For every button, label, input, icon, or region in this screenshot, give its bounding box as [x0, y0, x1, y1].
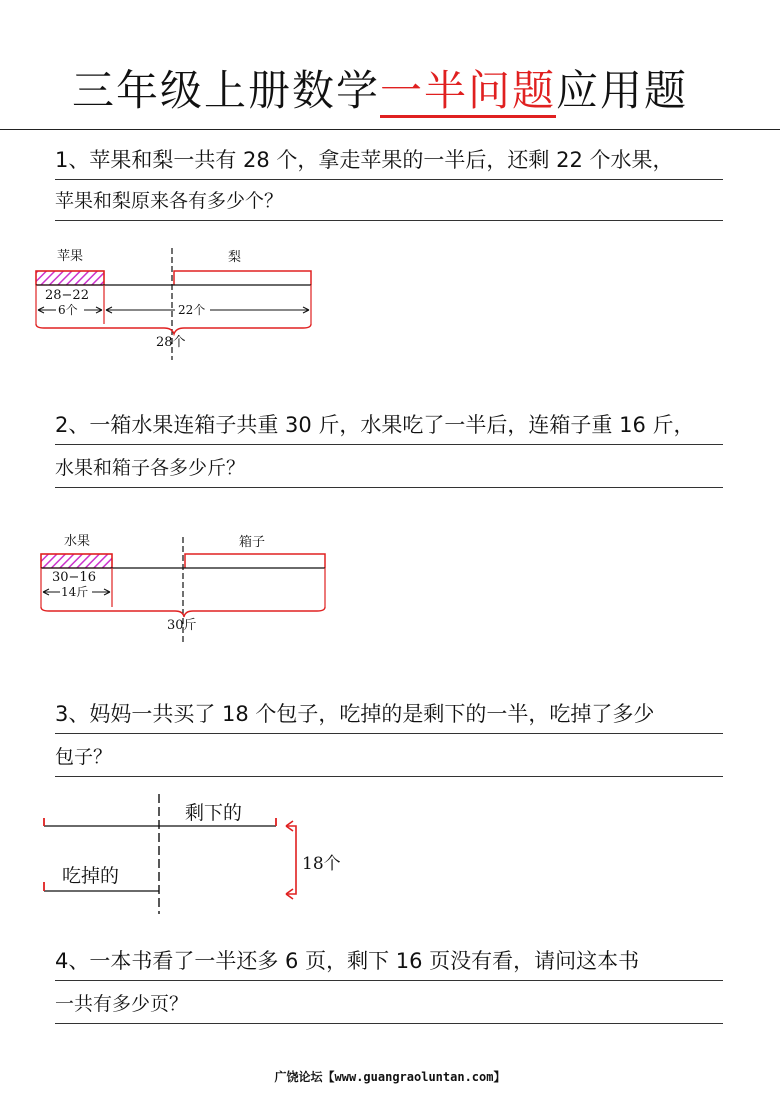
footer	[0, 1068, 780, 1085]
diagram-3	[0, 790, 360, 920]
diagram-2-total: 30斤	[167, 618, 197, 633]
diagram-2-box-label: 箱子	[239, 535, 266, 550]
question-3-line-2: 包子？	[55, 740, 723, 777]
footer-site: 广饶论坛	[274, 1070, 323, 1084]
diagram-1-pear-brace	[174, 271, 311, 285]
diagram-1-apple-label: 苹果	[57, 249, 84, 264]
diagram-2-box-brace	[185, 554, 325, 568]
page-title	[0, 58, 760, 118]
title-prefix: 三年级上册数学	[71, 66, 380, 115]
diagram-1-formula: 28−22	[45, 288, 89, 303]
title-divider	[0, 129, 780, 130]
diagram-3-total: 18个	[302, 854, 341, 874]
diagram-1-right-amount: 22个	[178, 303, 206, 317]
diagram-1-total: 28个	[156, 335, 186, 350]
question-4-line-2: 一共有多少页？	[55, 987, 723, 1024]
question-1-line-2: 苹果和梨原来各有多少个？	[55, 184, 723, 221]
diagram-1	[0, 240, 360, 365]
footer-url[interactable]: 【www.guangraoluntan.com】	[322, 1070, 506, 1084]
question-3-line-1: 3、妈妈一共买了 18 个包子，吃掉的是剩下的一半，吃掉了多少	[55, 697, 723, 734]
diagram-2-hatched-half	[41, 554, 112, 568]
diagram-2-fruit-label: 水果	[64, 534, 91, 549]
diagram-3-remaining-label: 剩下的	[185, 802, 243, 824]
question-4-line-1: 4、一本书看了一半还多 6 页，剩下 16 页没有看，请问这本书	[55, 944, 723, 981]
question-2-line-2: 水果和箱子各多少斤？	[55, 451, 723, 488]
diagram-1-hatched-half	[36, 271, 104, 285]
question-2-line-1: 2、一箱水果连箱子共重 30 斤，水果吃了一半后，连箱子重 16 斤，	[55, 408, 723, 445]
question-1-line-1: 1、苹果和梨一共有 28 个，拿走苹果的一半后，还剩 22 个水果，	[55, 143, 723, 180]
diagram-3-total-arrow-heads	[286, 821, 293, 899]
diagram-3-total-bracket	[286, 826, 296, 894]
title-highlight: 一半问题	[380, 66, 556, 118]
diagram-1-total-brace	[36, 324, 311, 334]
title-suffix: 应用题	[556, 66, 689, 115]
diagram-2-formula: 30−16	[52, 570, 96, 585]
diagram-2	[0, 525, 360, 650]
diagram-3-eaten-label: 吃掉的	[62, 865, 120, 887]
diagram-1-pear-label: 梨	[228, 250, 242, 265]
diagram-1-apple-amount: 6个	[58, 303, 78, 317]
diagram-2-fruit-amount: 14斤	[61, 585, 89, 599]
